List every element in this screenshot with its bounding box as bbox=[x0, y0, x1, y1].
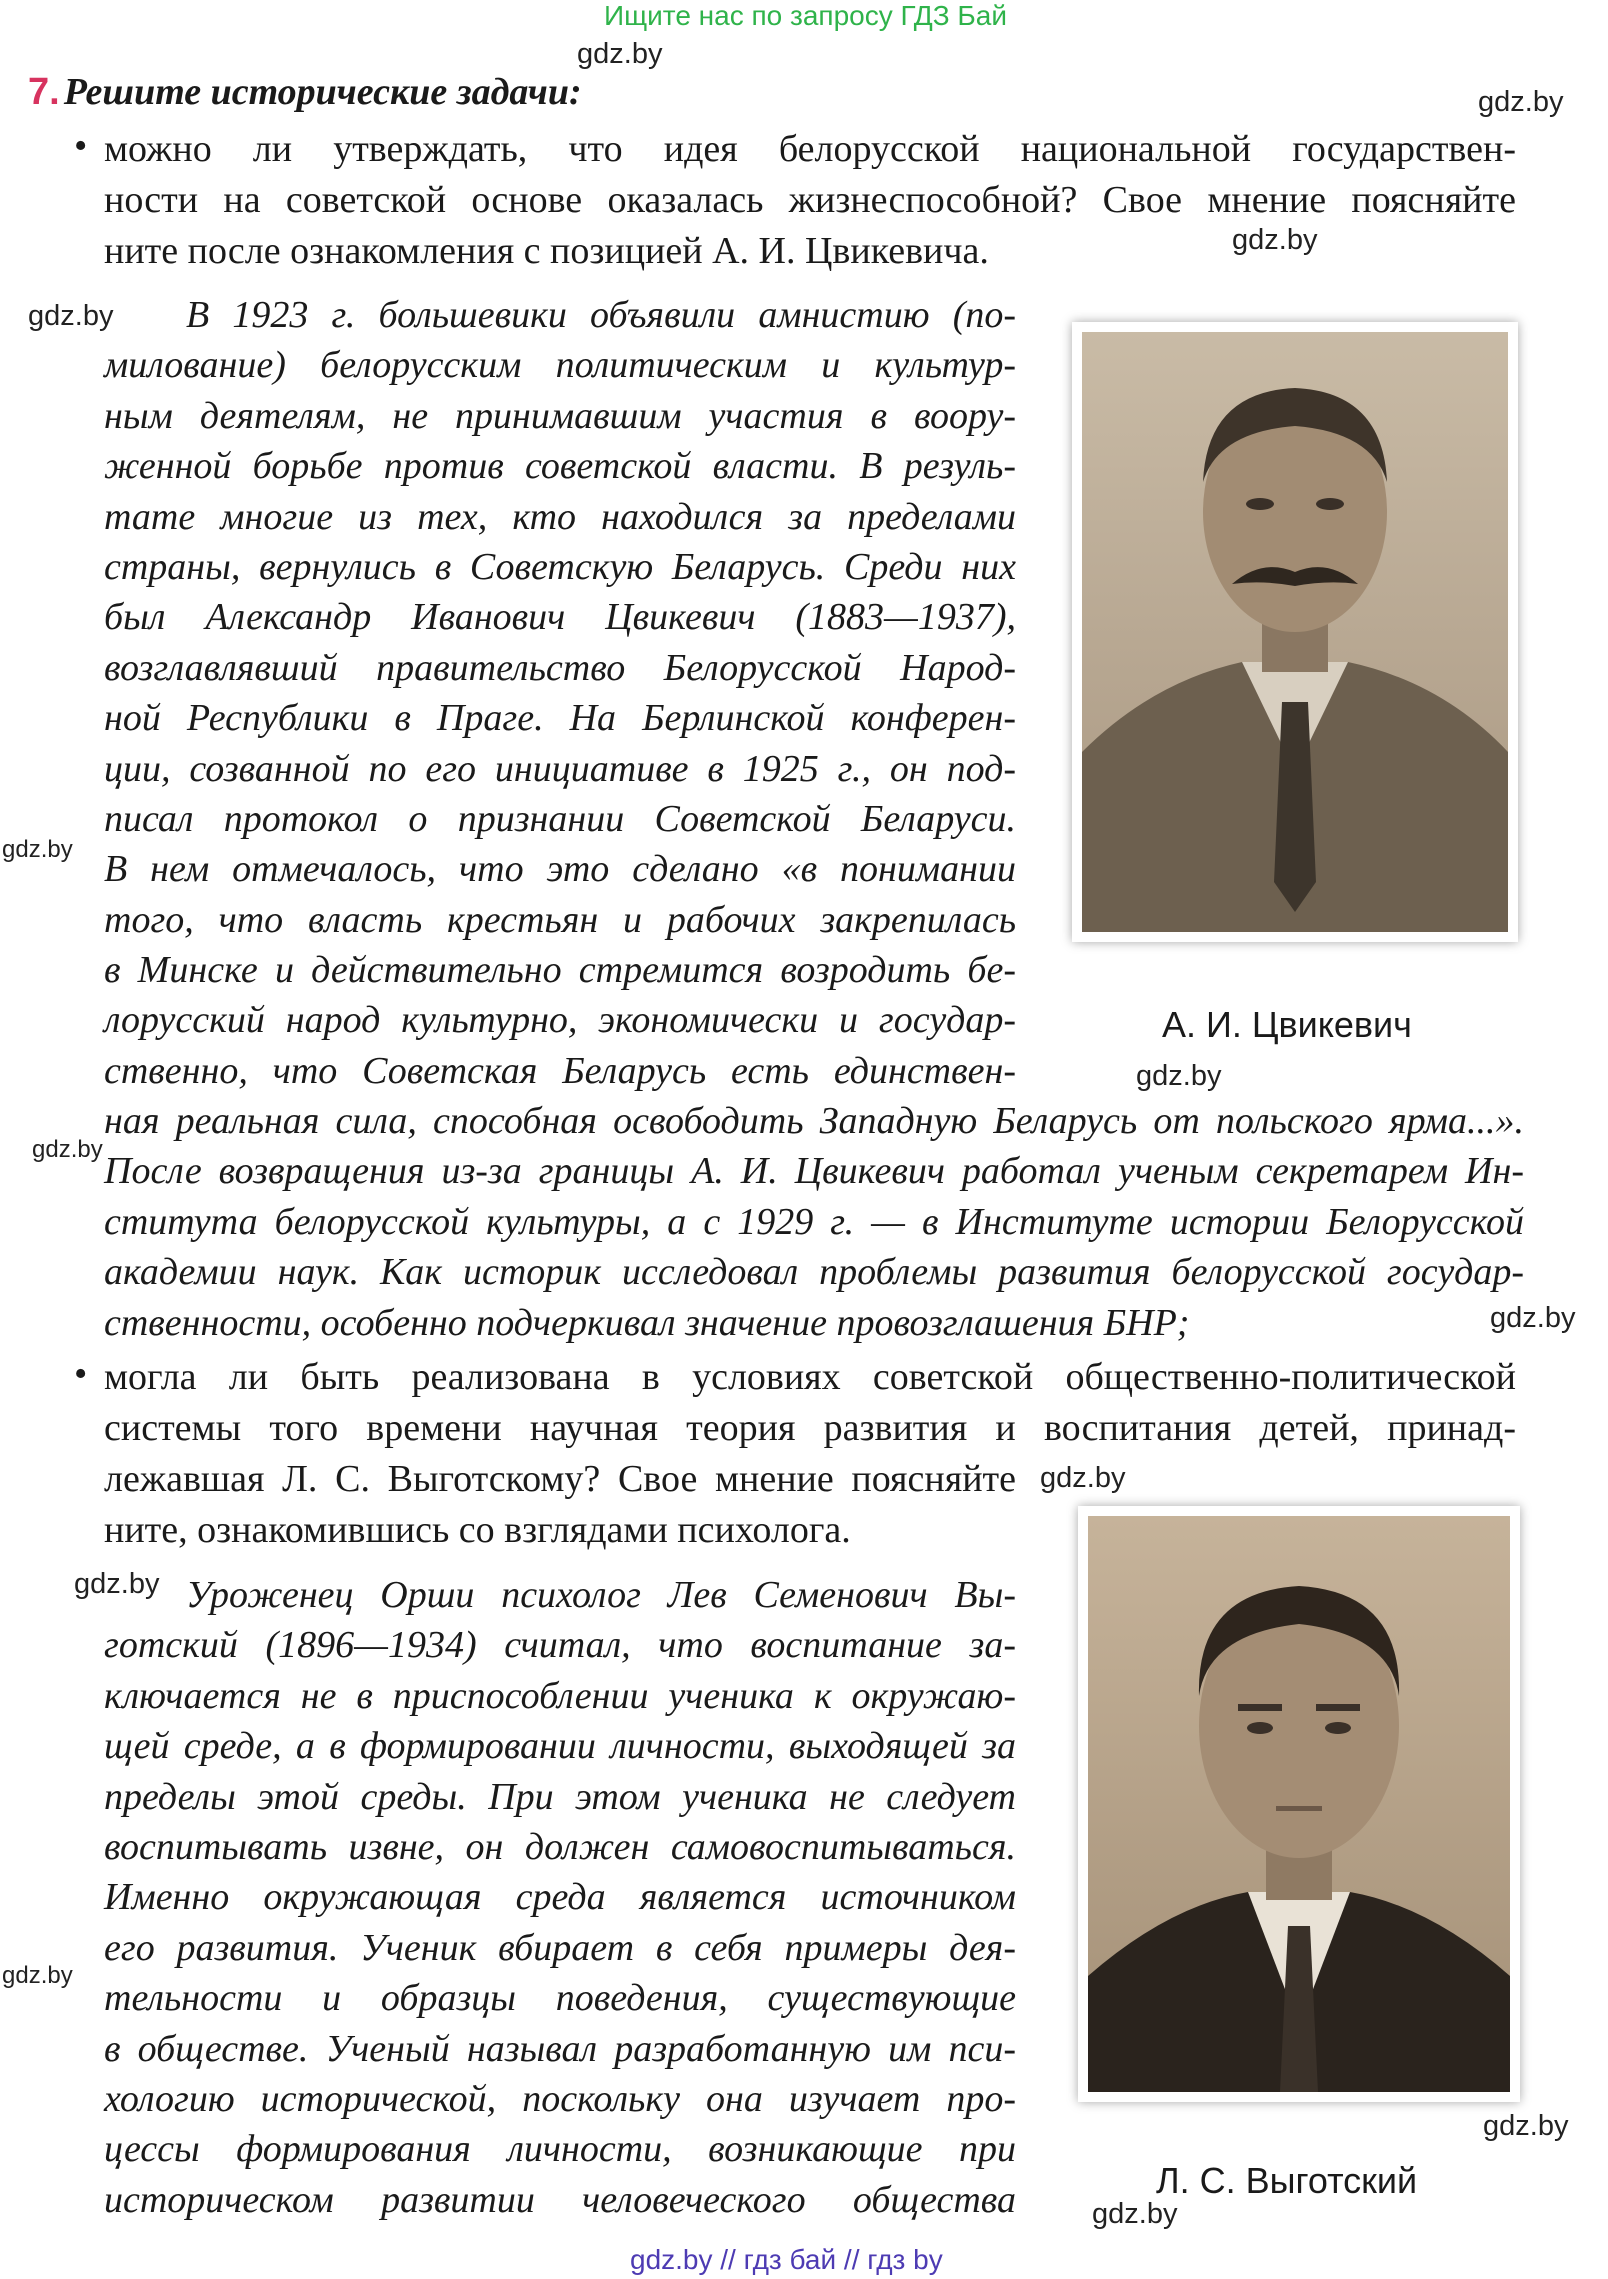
watermark: gdz.by bbox=[1136, 1060, 1222, 1092]
watermark: gdz.by bbox=[1040, 1462, 1126, 1494]
watermark: gdz.by bbox=[32, 1136, 103, 1163]
text-line: страны, вернулись в Советскую Беларусь. Среди них bbox=[104, 545, 1016, 588]
text-line: пределы этой среды. При этом ученика не следует bbox=[104, 1775, 1016, 1818]
text-line: готский (1896—1934) считал, что воспитание за- bbox=[104, 1624, 1016, 1667]
text-line: ственно, что Советская Беларусь есть единствен- bbox=[104, 1049, 1016, 1092]
text-line: писал протокол о признании Советской Беларуси. bbox=[104, 797, 1016, 840]
watermark: gdz.by bbox=[1483, 2110, 1569, 2142]
photo-caption-tsvikevich: А. И. Цвикевич bbox=[1162, 1004, 1412, 1045]
watermark: gdz.by bbox=[28, 300, 114, 332]
text-tsvikevich bbox=[104, 290, 1016, 1096]
text-line: ститута белорусской культуры, а с 1929 г. — в Институте истории Белорусской bbox=[104, 1200, 1524, 1243]
question-1-line: ните после ознакомления с позицией А. И. Цвикевича. bbox=[104, 230, 989, 272]
watermark: gdz.by bbox=[74, 1568, 160, 1600]
portrait-image bbox=[1072, 322, 1518, 942]
bullet-marker: • bbox=[74, 1353, 88, 1395]
text-line: хологию исторической, поскольку она изучает про- bbox=[104, 2077, 1016, 2120]
watermark: gdz.by bbox=[577, 38, 663, 70]
text-line: ной Республики в Праге. На Берлинской конферен- bbox=[104, 697, 1016, 740]
text-vygotsky bbox=[104, 1570, 1016, 2225]
question-2-line: системы того времени научная теория развития и воспитания детей, принад- bbox=[104, 1407, 1516, 1449]
text-line: щей среде, а в формировании личности, выходящей за bbox=[104, 1725, 1016, 1768]
text-line: цессы формирования личности, возникающие при bbox=[104, 2128, 1016, 2171]
text-line: его развития. Ученик вбирает в себя примеры дея- bbox=[104, 1926, 1016, 1969]
text-line: воспитывать извне, он должен самовоспитываться. bbox=[104, 1825, 1016, 1868]
photo-caption-vygotsky: Л. С. Выготский bbox=[1156, 2160, 1418, 2201]
text-line: был Александр Иванович Цвикевич (1883—1937), bbox=[104, 596, 1016, 639]
text-line: возглавлявший правительство Белорусской Народ- bbox=[104, 646, 1016, 689]
text-line: женной борьбе против советской власти. В резуль- bbox=[104, 445, 1016, 488]
photo-tsvikevich bbox=[1072, 322, 1518, 942]
text-line: в обществе. Ученый называл разработанную им пси- bbox=[104, 2027, 1016, 2070]
question-2-line: ните, ознакомившись со взглядами психолога. bbox=[104, 1509, 851, 1551]
footer-links[interactable]: gdz.by // гдз бай // гдз by bbox=[630, 2244, 943, 2275]
text-line: милование) белорусским политическим и культур- bbox=[104, 344, 1016, 387]
text-line: ции, созванной по его инициативе в 1925 г., он под- bbox=[104, 747, 1016, 790]
watermark: gdz.by bbox=[1478, 86, 1564, 118]
text-line: историческом развитии человеческого общества bbox=[104, 2178, 1016, 2221]
text-line: Уроженец Орши психолог Лев Семенович Вы- bbox=[186, 1574, 1016, 1616]
text-line: лорусский народ культурно, экономически и государ- bbox=[104, 999, 1016, 1042]
question-2-line: лежавшая Л. С. Выготскому? Свое мнение поясняйте bbox=[104, 1458, 1016, 1500]
bullet-marker: • bbox=[74, 125, 88, 167]
task-number: 7. bbox=[28, 71, 60, 113]
watermark: gdz.by bbox=[1490, 1302, 1576, 1334]
text-line: После возвращения из-за границы А. И. Цвикевич работал ученым секретарем Ин- bbox=[104, 1150, 1524, 1193]
watermark: gdz.by bbox=[2, 1962, 73, 1989]
watermark: gdz.by bbox=[2, 836, 73, 863]
text-line: ным деятелям, не принимавшим участия в воору- bbox=[104, 394, 1016, 437]
text-line: тельности и образцы поведения, существующие bbox=[104, 1977, 1016, 2020]
text-line: академии наук. Как историк исследовал проблемы развития белорусской государ- bbox=[104, 1251, 1524, 1294]
watermark: gdz.by bbox=[1092, 2198, 1178, 2230]
text-line: того, что власть крестьян и рабочих закрепилась bbox=[104, 898, 1016, 941]
question-1 bbox=[104, 124, 1516, 277]
top-search-hint[interactable]: Ищите нас по запросу ГДЗ Бай bbox=[604, 0, 1008, 31]
portrait-image bbox=[1078, 1506, 1520, 2102]
text-line: тате многие из тех, кто находился за пределами bbox=[104, 495, 1016, 538]
text-line: ключается не в приспособлении ученика к окружаю- bbox=[104, 1674, 1016, 1717]
watermark: gdz.by bbox=[1232, 224, 1318, 256]
photo-vygotsky bbox=[1078, 1506, 1520, 2102]
text-line: Именно окружающая среда является источником bbox=[104, 1876, 1016, 1919]
text-line: ственности, особенно подчеркивал значение провозглашения БНР; bbox=[104, 1301, 1190, 1344]
task-title: Решите исторические задачи: bbox=[63, 71, 582, 113]
task-heading bbox=[28, 70, 582, 114]
text-line: В 1923 г. большевики объявили амнистию (по- bbox=[186, 294, 1016, 336]
text-line: В нем отмечалось, что это сделано «в понимании bbox=[104, 848, 1016, 891]
text-line: в Минске и действительно стремится возродить бе- bbox=[104, 949, 1016, 992]
question-1-line: ности на советской основе оказалась жизнеспособной? Свое мнение поясняйте bbox=[104, 179, 1516, 221]
question-2 bbox=[104, 1352, 1516, 1454]
question-2-narrow bbox=[104, 1454, 1016, 1556]
question-1-line: можно ли утверждать, что идея белорусской национальной государствен- bbox=[104, 128, 1516, 170]
text-line: ная реальная сила, способная освободить Западную Беларусь от польского ярма...». bbox=[104, 1100, 1524, 1142]
question-2-line: могла ли быть реализована в условиях советской общественно-политической bbox=[104, 1356, 1516, 1398]
text-tsvikevich-continued bbox=[104, 1096, 1524, 1348]
